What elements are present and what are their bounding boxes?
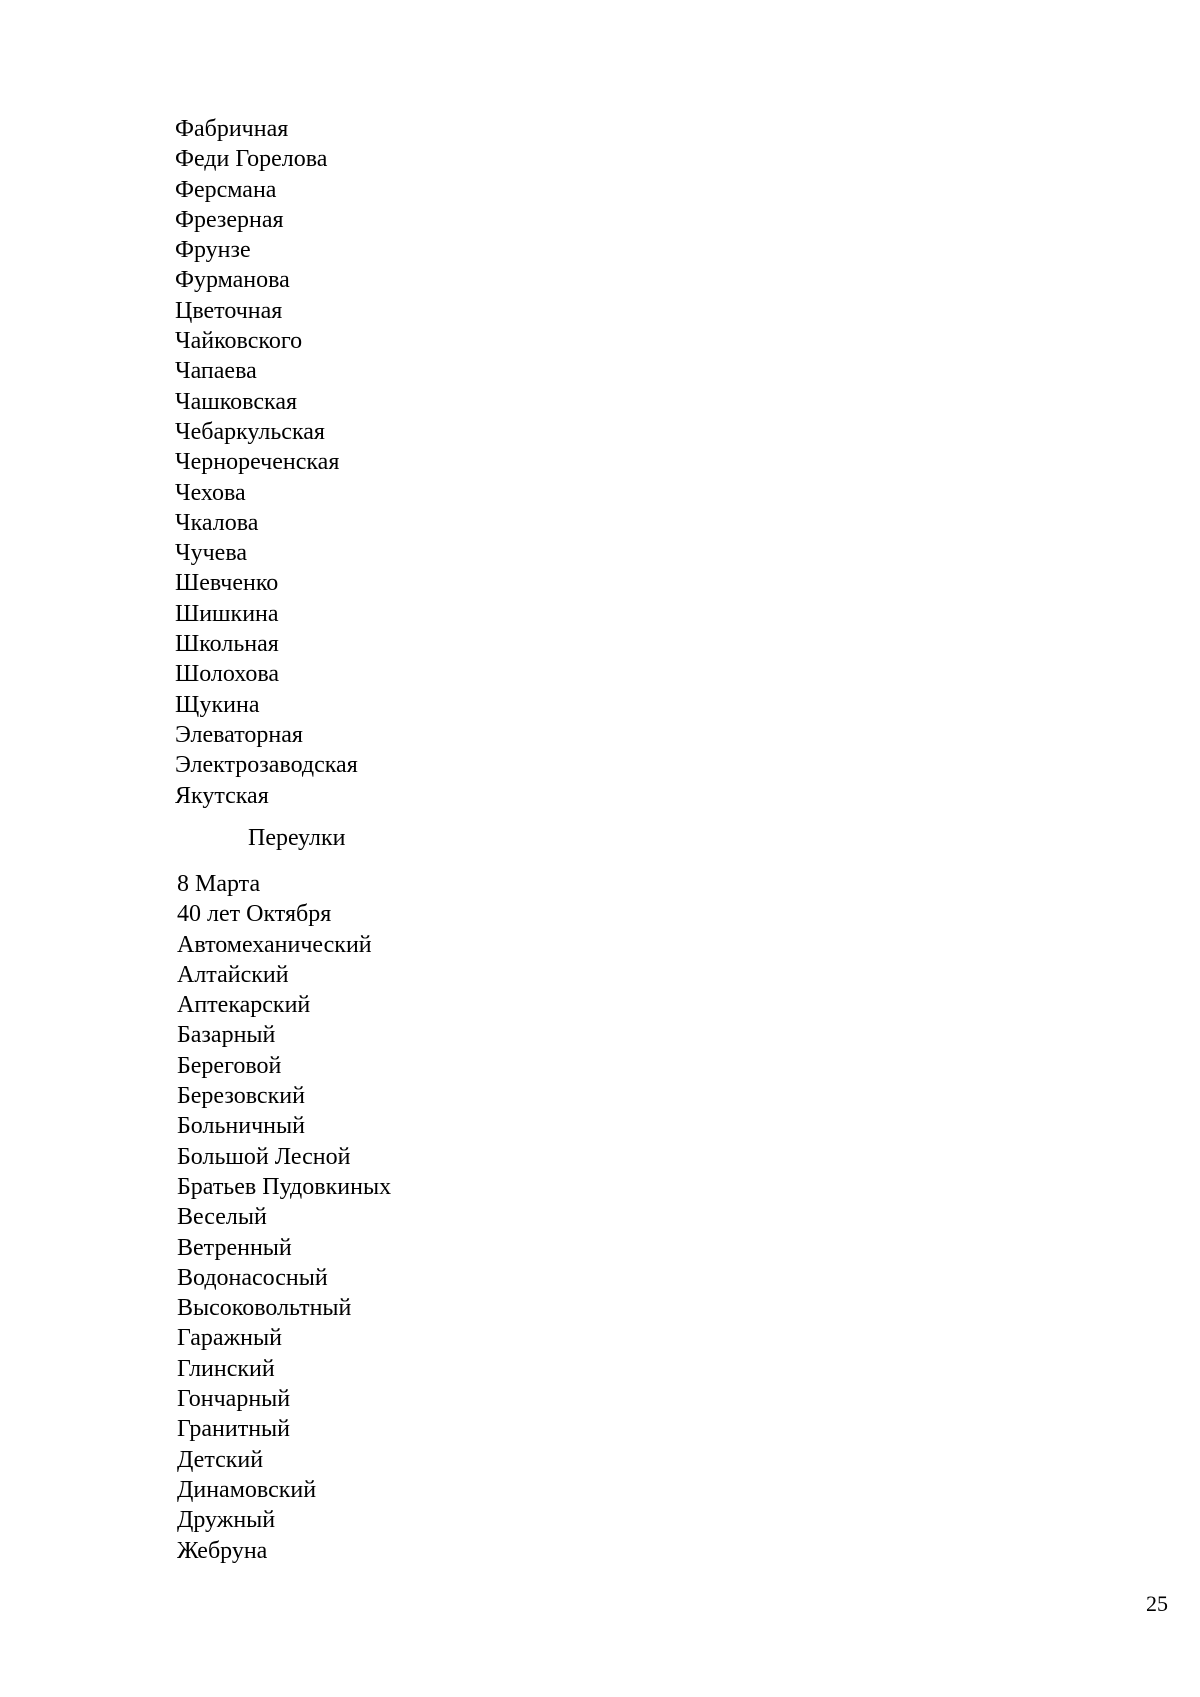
street-list-item: Цветочная: [175, 297, 283, 324]
lane-list-item: Веселый: [177, 1204, 267, 1231]
lane-list-item: Березовский: [177, 1083, 305, 1110]
lane-list-item: Глинский: [177, 1355, 275, 1382]
lane-list-item: 40 лет Октября: [177, 901, 332, 928]
lane-list-item: Водонасосный: [177, 1264, 328, 1291]
lane-list-item: Автомеханический: [177, 931, 372, 958]
street-list-item: Феди Горелова: [175, 146, 328, 173]
street-list-item: Школьная: [175, 631, 279, 658]
street-list-item: Чехова: [175, 479, 246, 506]
page-number: 25: [1146, 1591, 1168, 1616]
street-list-item: Фабричная: [175, 116, 289, 142]
lane-list-item: Братьев Пудовкиных: [177, 1173, 392, 1200]
streets-list: [175, 114, 358, 811]
street-list-item: Чашковская: [175, 388, 298, 415]
street-list-item: Шолохова: [175, 661, 280, 688]
lane-list-item: Ветренный: [177, 1234, 292, 1261]
street-list-item: Электрозаводская: [175, 752, 358, 779]
lane-list-item: Базарный: [177, 1022, 276, 1049]
street-list-item: Фурманова: [175, 267, 290, 294]
lane-list-item: Дружный: [177, 1507, 276, 1534]
street-list-item: Шишкина: [175, 600, 279, 627]
street-list-item: Чернореченская: [175, 449, 340, 476]
lane-list-item: Алтайский: [177, 961, 289, 988]
street-list-item: Щукина: [175, 691, 260, 718]
lanes-list: [177, 869, 391, 1566]
lane-list-item: Динамовский: [177, 1476, 317, 1503]
street-list-item: Чебаркульская: [175, 418, 325, 445]
lane-list-item: 8 Марта: [177, 871, 261, 897]
lane-list-item: Большой Лесной: [177, 1143, 351, 1170]
lane-list-item: Высоковольтный: [177, 1295, 352, 1322]
lane-list-item: Детский: [177, 1446, 264, 1473]
lane-list-item: Гончарный: [177, 1386, 291, 1413]
street-list-item: Якутская: [175, 782, 269, 809]
street-list-item: Шевченко: [175, 570, 279, 597]
street-list-item: Фрезерная: [175, 206, 284, 233]
lane-list-item: Гранитный: [177, 1416, 291, 1443]
lane-list-item: Жебруна: [177, 1537, 268, 1564]
street-list-item: Чкалова: [175, 509, 259, 536]
street-list-item: Чучева: [175, 540, 247, 567]
street-list-item: Фрунзе: [175, 237, 251, 264]
lane-list-item: Береговой: [177, 1052, 282, 1079]
lanes-heading: Переулки: [248, 825, 346, 851]
street-list-item: Элеваторная: [175, 721, 303, 748]
street-list-item: Ферсмана: [175, 176, 277, 203]
street-list-item: Чапаева: [175, 358, 257, 385]
lane-list-item: Гаражный: [177, 1325, 282, 1352]
lane-list-item: Аптекарский: [177, 992, 311, 1019]
street-list-item: Чайковского: [175, 328, 303, 355]
lane-list-item: Больничный: [177, 1113, 305, 1140]
